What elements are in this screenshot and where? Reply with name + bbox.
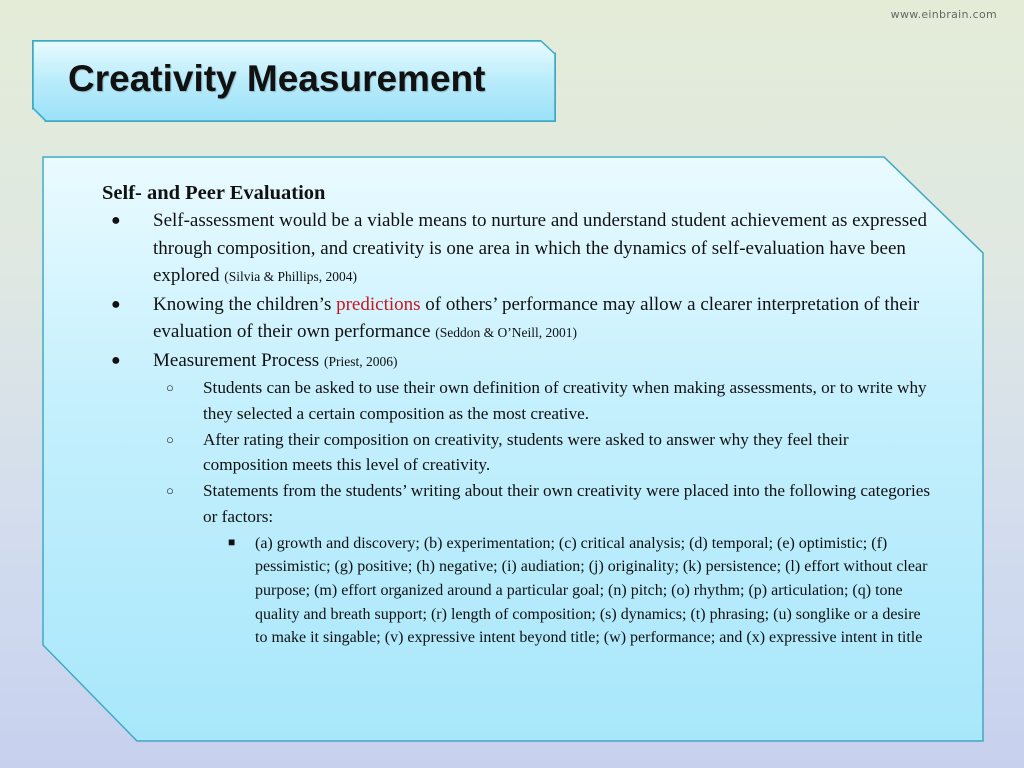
factor-text: (a) growth and discovery; (b) experimentation; (c) critical analysis; (d) temporal; (e) optimistic; (f) pessimistic; (g) positive; (h) negative; (i) audiation; (j) originality; (k) persistence; (l) effort without clear purpose; (m) effort organized around a particular goal; (n) pitch; (o) rhythm; (p) articulation; (q) tone quality and breath support; (r) length of composition; (s) dynamics; (t) phrasing; (u) songlike or a desire to make it singable; (v) expressive intent beyond title; (w) performance; and (x) expressive intent in title [255, 534, 928, 647]
bullet-text: Measurement Process [153, 349, 320, 371]
highlighted-word: predictions [336, 293, 421, 315]
watermark: www.einbrain.com [890, 8, 997, 21]
sub-bullet-marker: ○ [166, 483, 174, 499]
bullet-measurement-process [102, 347, 932, 376]
bullet-predictions [102, 291, 932, 347]
sub-bullet-statements [102, 478, 932, 530]
citation: (Silvia & Phillips, 2004) [224, 269, 357, 284]
bullet-marker: ● [111, 212, 121, 229]
square-bullet-marker: ■ [228, 534, 236, 549]
citation: (Priest, 2006) [323, 353, 398, 369]
bullet-text-after: of others’ performance may allow a clearer interpretation of their evaluation of their own performance [153, 293, 920, 342]
sub-bullet-text: Statements from the students’ writing about their own creativity were placed into the following categories or factors: [203, 481, 931, 526]
sub-bullet-marker: ○ [166, 380, 174, 395]
sub-bullet-marker: ○ [166, 431, 174, 447]
slide-content [102, 180, 932, 650]
sub-bullet-definition [102, 375, 932, 427]
sub-bullet-list [102, 375, 932, 530]
sub-bullet-rating [102, 427, 932, 479]
bullet-text-before: Knowing the children’s [153, 293, 332, 315]
bullet-marker: ● [111, 295, 121, 313]
bullet-marker: ● [111, 351, 121, 369]
factor-list-item [102, 532, 932, 650]
bullet-text: Self-assessment would be a viable means to nurture and understand student achievement as expressed through composition, and creativity is one area in which the dynamics of self-evaluation have been explored [153, 210, 928, 286]
bullet-self-assessment [102, 207, 932, 291]
section-heading: Self- and Peer Evaluation [102, 182, 326, 204]
citation: (Seddon & O’Neill, 2001) [435, 325, 577, 340]
sub-bullet-text: Students can be asked to use their own definition of creativity when making assessments, or to write why they selected a certain composition as the most creative. [203, 378, 927, 423]
factor-list [102, 532, 932, 650]
bullet-list [102, 207, 932, 375]
slide-title: Creativity Measurement [68, 58, 486, 99]
sub-bullet-text: After rating their composition on creativity, students were asked to answer why they feel their composition meets this level of creativity. [203, 429, 849, 475]
